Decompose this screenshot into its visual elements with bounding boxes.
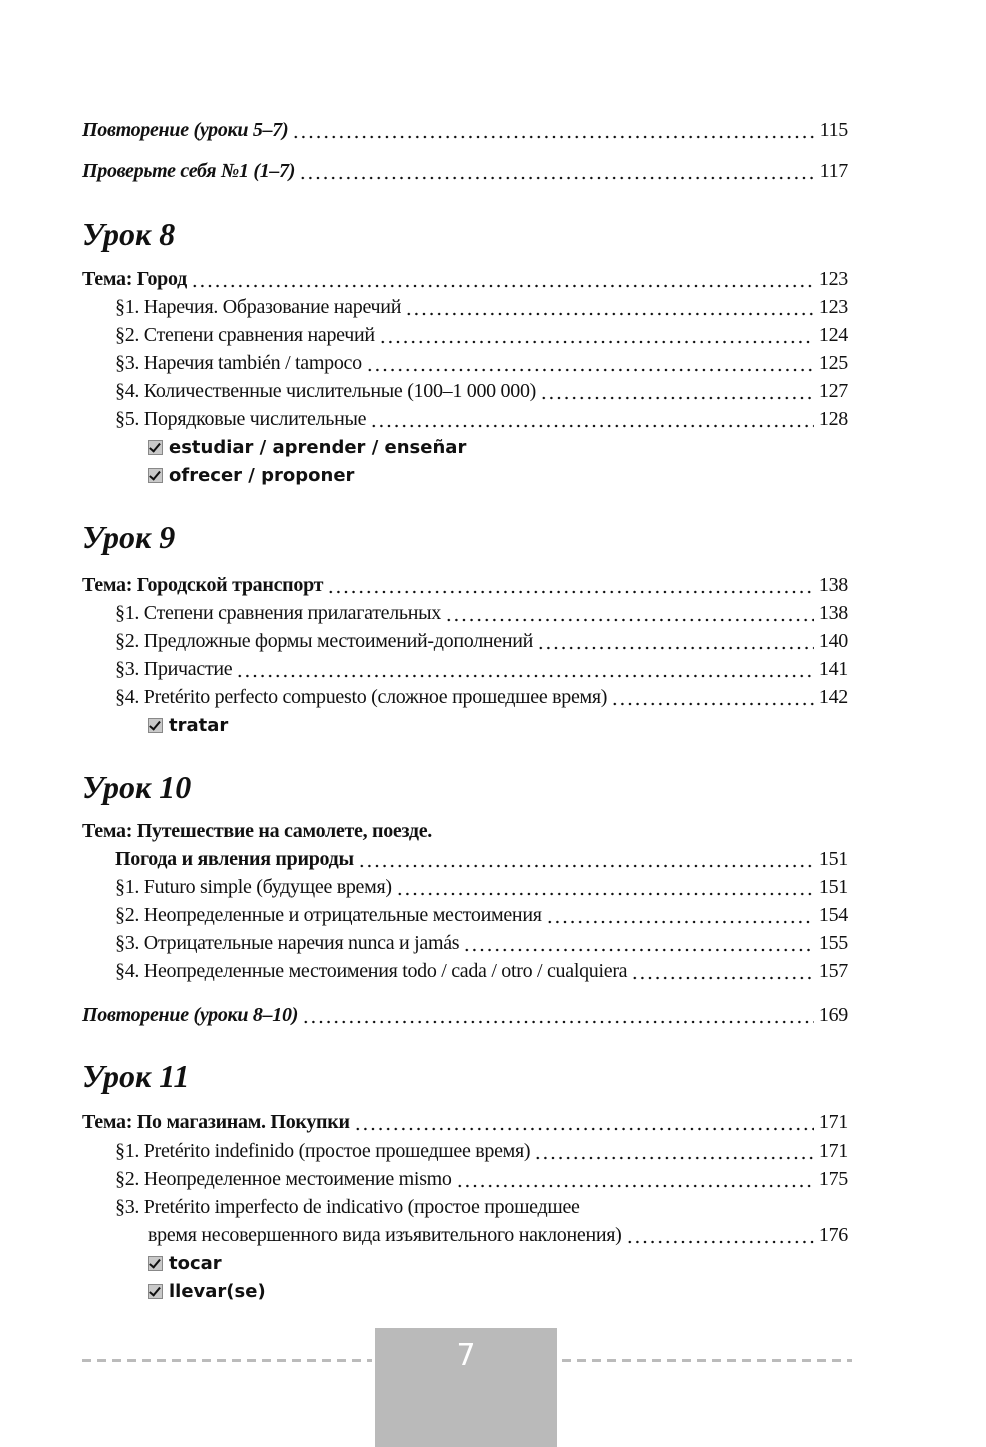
page-number: 127: [818, 379, 848, 402]
lesson-10-heading: Урок 10: [82, 769, 192, 805]
footer-dashed-line-left: [82, 1359, 372, 1362]
page-number: 154: [818, 903, 848, 926]
leader-dots: [236, 655, 814, 683]
checkbox-icon: [148, 468, 163, 483]
toc-entry-section[interactable]: [115, 321, 848, 349]
entry-label: §4. Неопределенные местоимения todo / cada / otro / cualquiera: [115, 959, 628, 982]
entry-label: §1. Pretérito indefinido (простое прошедшее время): [115, 1139, 531, 1162]
entry-label: Тема: Путешествие на самолете, поезде.: [82, 819, 432, 842]
toc-entry-section[interactable]: [115, 1165, 848, 1193]
leader-dots: [405, 293, 814, 321]
entry-label: время несовершенного вида изъявительного наклонения): [148, 1223, 622, 1246]
leader-dots: [370, 405, 814, 433]
leader-dots: [379, 321, 814, 349]
toc-entry-section-line2[interactable]: [148, 1221, 848, 1249]
vocab-item: [148, 461, 354, 489]
page-number: 157: [818, 959, 848, 982]
page-number: 138: [818, 601, 848, 624]
page-number: 128: [818, 407, 848, 430]
page-number-box: [375, 1328, 557, 1447]
toc-entry-theme[interactable]: [82, 265, 848, 293]
entry-label: §3. Отрицательные наречия nunca и jamás: [115, 931, 460, 954]
entry-label: Тема: Городской транспорт: [82, 573, 324, 596]
entry-label: Проверьте себя №1 (1–7): [82, 159, 296, 182]
entry-label: §3. Наречия también / tampoco: [115, 351, 362, 374]
toc-entry-section[interactable]: [115, 627, 848, 655]
toc-entry-theme-line1[interactable]: [82, 817, 848, 845]
vocab-label: ofrecer / proponer: [169, 464, 355, 486]
page-number: 123: [818, 295, 848, 318]
entry-label: §2. Предложные формы местоимений-дополнений: [115, 629, 534, 652]
lesson-11-heading: Урок 11: [82, 1058, 190, 1094]
entry-label: Повторение (уроки 5–7): [82, 118, 289, 141]
entry-label: §2. Степени сравнения наречий: [115, 323, 375, 346]
page-number: 124: [818, 323, 848, 346]
toc-entry-theme[interactable]: [82, 1108, 848, 1136]
lesson-9-heading: Урок 9: [82, 519, 176, 555]
page-number: 115: [819, 118, 848, 141]
leader-dots: [540, 377, 814, 405]
page-number: 171: [818, 1139, 848, 1162]
entry-label: §3. Pretérito imperfecto de indicativo (простое прошедшее: [115, 1195, 580, 1218]
vocab-item: [148, 1277, 266, 1305]
entry-label: §2. Неопределенные и отрицательные местоимения: [115, 903, 542, 926]
toc-entry-section[interactable]: [115, 683, 848, 711]
leader-dots: [611, 683, 814, 711]
page-number: 169: [818, 1003, 848, 1026]
toc-entry-theme-line2[interactable]: [115, 845, 848, 873]
leader-dots: [546, 901, 814, 929]
vocab-label: tratar: [169, 714, 229, 736]
page-number: 117: [819, 159, 848, 182]
vocab-label: llevar(se): [169, 1280, 266, 1302]
checkbox-icon: [148, 1284, 163, 1299]
leader-dots: [631, 957, 814, 985]
entry-label: Повторение (уроки 8–10): [82, 1003, 299, 1026]
leader-dots: [456, 1165, 814, 1193]
entry-label: §2. Неопределенное местоимение mismo: [115, 1167, 452, 1190]
leader-dots: [302, 1001, 814, 1029]
page-number: 142: [818, 685, 848, 708]
entry-label: Тема: Город: [82, 267, 187, 290]
toc-entry-test-1[interactable]: [82, 157, 848, 185]
entry-label: §1. Наречия. Образование наречий: [115, 295, 402, 318]
toc-entry-section[interactable]: [115, 873, 848, 901]
vocab-label: estudiar / aprender / enseñar: [169, 436, 467, 458]
page-number: 151: [818, 875, 848, 898]
entry-label: §1. Степени сравнения прилагательных: [115, 601, 441, 624]
checkbox-icon: [148, 718, 163, 733]
leader-dots: [327, 571, 814, 599]
leader-dots: [626, 1221, 814, 1249]
page-number: 125: [818, 351, 848, 374]
toc-entry-section[interactable]: [115, 929, 848, 957]
entry-label: Тема: По магазинам. Покупки: [82, 1110, 350, 1133]
toc-entry-section[interactable]: [115, 655, 848, 683]
page-number: 140: [818, 629, 848, 652]
checkbox-icon: [148, 440, 163, 455]
page-number: 176: [818, 1223, 848, 1246]
toc-entry-section[interactable]: [115, 901, 848, 929]
leader-dots: [299, 157, 814, 185]
checkbox-icon: [148, 1256, 163, 1271]
toc-entry-review-5-7[interactable]: [82, 116, 848, 144]
entry-label: §1. Futuro simple (будущее время): [115, 875, 392, 898]
entry-label: §4. Количественные числительные (100–1 000 000): [115, 379, 537, 402]
vocab-item: [148, 1249, 222, 1277]
page-number: 155: [818, 931, 848, 954]
toc-entry-section[interactable]: [115, 957, 848, 985]
entry-label: Погода и явления природы: [115, 847, 354, 870]
entry-label: §5. Порядковые числительные: [115, 407, 367, 430]
leader-dots: [354, 1108, 814, 1136]
lesson-8-heading: Урок 8: [82, 216, 176, 252]
toc-entry-section[interactable]: [115, 1137, 848, 1165]
toc-entry-section[interactable]: [115, 377, 848, 405]
leader-dots: [537, 627, 814, 655]
toc-entry-section[interactable]: [115, 599, 848, 627]
vocab-item: [148, 433, 466, 461]
toc-entry-section-line1[interactable]: [115, 1193, 848, 1221]
toc-entry-section[interactable]: [115, 349, 848, 377]
leader-dots: [191, 265, 814, 293]
page-number: 171: [818, 1110, 848, 1133]
leader-dots: [534, 1137, 814, 1165]
page-number: 175: [818, 1167, 848, 1190]
vocab-label: tocar: [169, 1252, 222, 1274]
leader-dots: [396, 873, 814, 901]
leader-dots: [358, 845, 814, 873]
toc-entry-section[interactable]: [115, 293, 848, 321]
leader-dots: [445, 599, 814, 627]
entry-label: §3. Причастие: [115, 657, 233, 680]
leader-dots: [366, 349, 814, 377]
toc-entry-section[interactable]: [115, 405, 848, 433]
entry-label: §4. Pretérito perfecto compuesto (сложное прошедшее время): [115, 685, 608, 708]
page-number: 141: [818, 657, 848, 680]
page-number: 138: [818, 573, 848, 596]
leader-dots: [292, 116, 814, 144]
vocab-item: [148, 711, 228, 739]
toc-entry-review-8-10[interactable]: [82, 1001, 848, 1029]
leader-dots: [463, 929, 814, 957]
page-number: 151: [818, 847, 848, 870]
page-number: 123: [818, 267, 848, 290]
page-number-label: 7: [456, 1338, 476, 1373]
footer-dashed-line-right: [562, 1359, 852, 1362]
toc-entry-theme[interactable]: [82, 571, 848, 599]
